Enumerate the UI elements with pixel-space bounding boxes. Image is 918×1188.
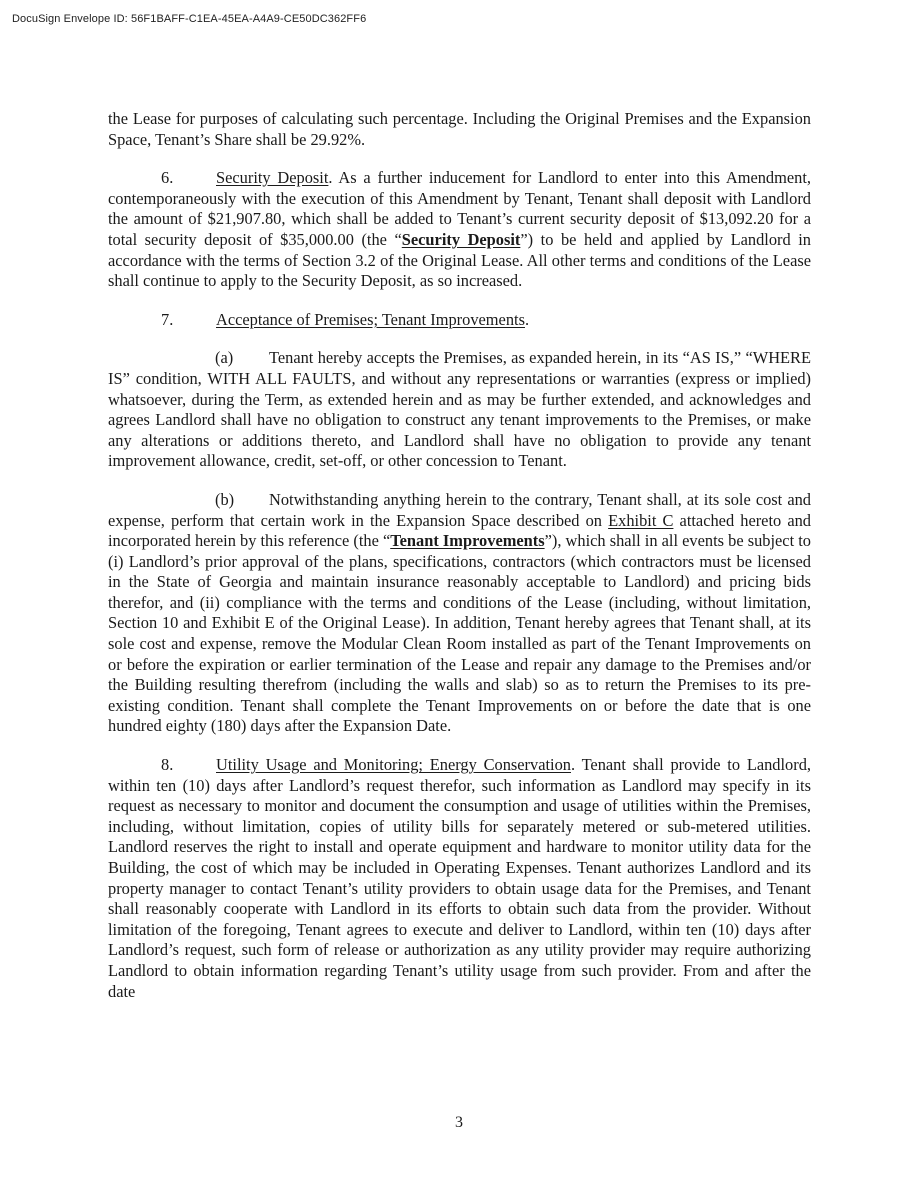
intro-text: the Lease for purposes of calculating such percentage. Including the Original Premises and the Expansion Space, Tenant’s Share shall be 29.92%. (108, 109, 811, 149)
section-7a-paragraph (108, 348, 811, 472)
section-7b-label: (b) (215, 489, 235, 509)
section-7b-text-b: attached hereto and incorporated herein by this reference (the “ (108, 510, 811, 551)
section-7a-label: (a) (215, 348, 234, 368)
section-7b-text-c: ”), which shall in all events be subject to (i) Landlord’s prior approval of the plans, specifications, contractors (which contractors must be licensed in the State of Georgia and maintain insurance reasonably acceptable to Landlord) and pricing bids therefor, and (ii) compliance with the terms and conditions of the Lease (including, without limitation, Section 10 and Exhibit E of the Original Lease). In addition, Tenant hereby agrees that Tenant shall, at its sole cost and expense, remove the Modular Clean Room installed as part of the Tenant Improvements on or before the expiration or earlier termination of the Lease and repair any damage to the Premises and/or the Building resulting therefrom (including the walls and slab) so as to return the Premises to its pre-existing condition. Tenant shall complete the Tenant Improvements on or before the date that is one hundred eighty (180) days after the Expansion Date. (108, 531, 812, 736)
section-6-text-a: . As a further inducement for Landlord to enter into this Amendment, contemporaneously with the execution of this Amendment by Tenant, Tenant shall deposit with Landlord the amount of $21,907.80, which shall be added to Tenant’s current security deposit of $13,092.20 for a total security deposit of $35,000.00 (the “ (108, 168, 811, 249)
section-7-title-suffix: . (524, 309, 530, 329)
section-8-number: 8. (161, 755, 174, 775)
section-8-title: Utility Usage and Monitoring; Energy Conservation (216, 755, 571, 775)
section-7-title: Acceptance of Premises; Tenant Improvements (216, 309, 525, 329)
section-7b-paragraph (108, 490, 811, 737)
security-deposit-defined-term: Security Deposit (401, 229, 521, 249)
exhibit-c-reference: Exhibit C (608, 510, 674, 530)
tenant-improvements-defined-term: Tenant Improvements (390, 531, 545, 551)
docusign-envelope-id: DocuSign Envelope ID: 56F1BAFF-C1EA-45EA-A4A9-CE50DC362FF6 (12, 13, 367, 25)
section-6-title: Security Deposit (216, 168, 329, 188)
section-8-text: . Tenant shall provide to Landlord, within ten (10) days after Landlord’s request therefor, such information as Landlord may specify in its request as necessary to monitor and document the consumption and usage of utilities within the Premises, including, without limitation, copies of utility bills for separately metered or sub-metered utilities. Landlord reserves the right to install and operate equipment and hardware to monitor utility data for the Building, the cost of which may be included in Operating Expenses. Tenant authorizes Landlord and its property manager to contact Tenant’s utility providers to obtain usage data for the Premises, and Tenant shall reasonably cooperate with Landlord in its efforts to obtain such data from the provider. Without limitation of the foregoing, Tenant agrees to execute and deliver to Landlord, within ten (10) days after Landlord’s request, such form of release or authorization as any utility provider may require authorizing Landlord to obtain information regarding Tenant’s utility usage from such provider. From and after the date (108, 755, 811, 1001)
document-body (108, 109, 811, 1020)
section-6-number: 6. (161, 168, 174, 188)
section-8-paragraph (108, 755, 811, 1002)
section-7b-text-a: Notwithstanding anything herein to the contrary, Tenant shall, at its sole cost and expense, perform that certain work in the Expansion Space described on (108, 489, 811, 530)
intro-paragraph (108, 109, 811, 150)
section-7a-text: Tenant hereby accepts the Premises, as expanded herein, in its “AS IS,” “WHERE IS” condition, WITH ALL FAULTS, and without any representations or warranties (express or implied) whatsoever, during the Term, as extended herein and as may be further extended, and acknowledges and agrees Landlord shall have no obligation to construct any tenant improvements to the Premises, or make any alterations or additions thereto, and Landlord shall have no obligation to provide any tenant improvement allowance, credit, set-off, or other concession to Tenant. (108, 348, 811, 471)
section-6-text-b: ”) to be held and applied by Landlord in accordance with the terms of Section 3.2 of the Original Lease. All other terms and conditions of the Lease shall continue to apply to the Security Deposit, as so increased. (108, 229, 811, 291)
section-7-heading (108, 310, 811, 331)
section-6-paragraph (108, 168, 811, 292)
page-number: 3 (455, 1114, 463, 1131)
section-7-number: 7. (161, 309, 174, 329)
